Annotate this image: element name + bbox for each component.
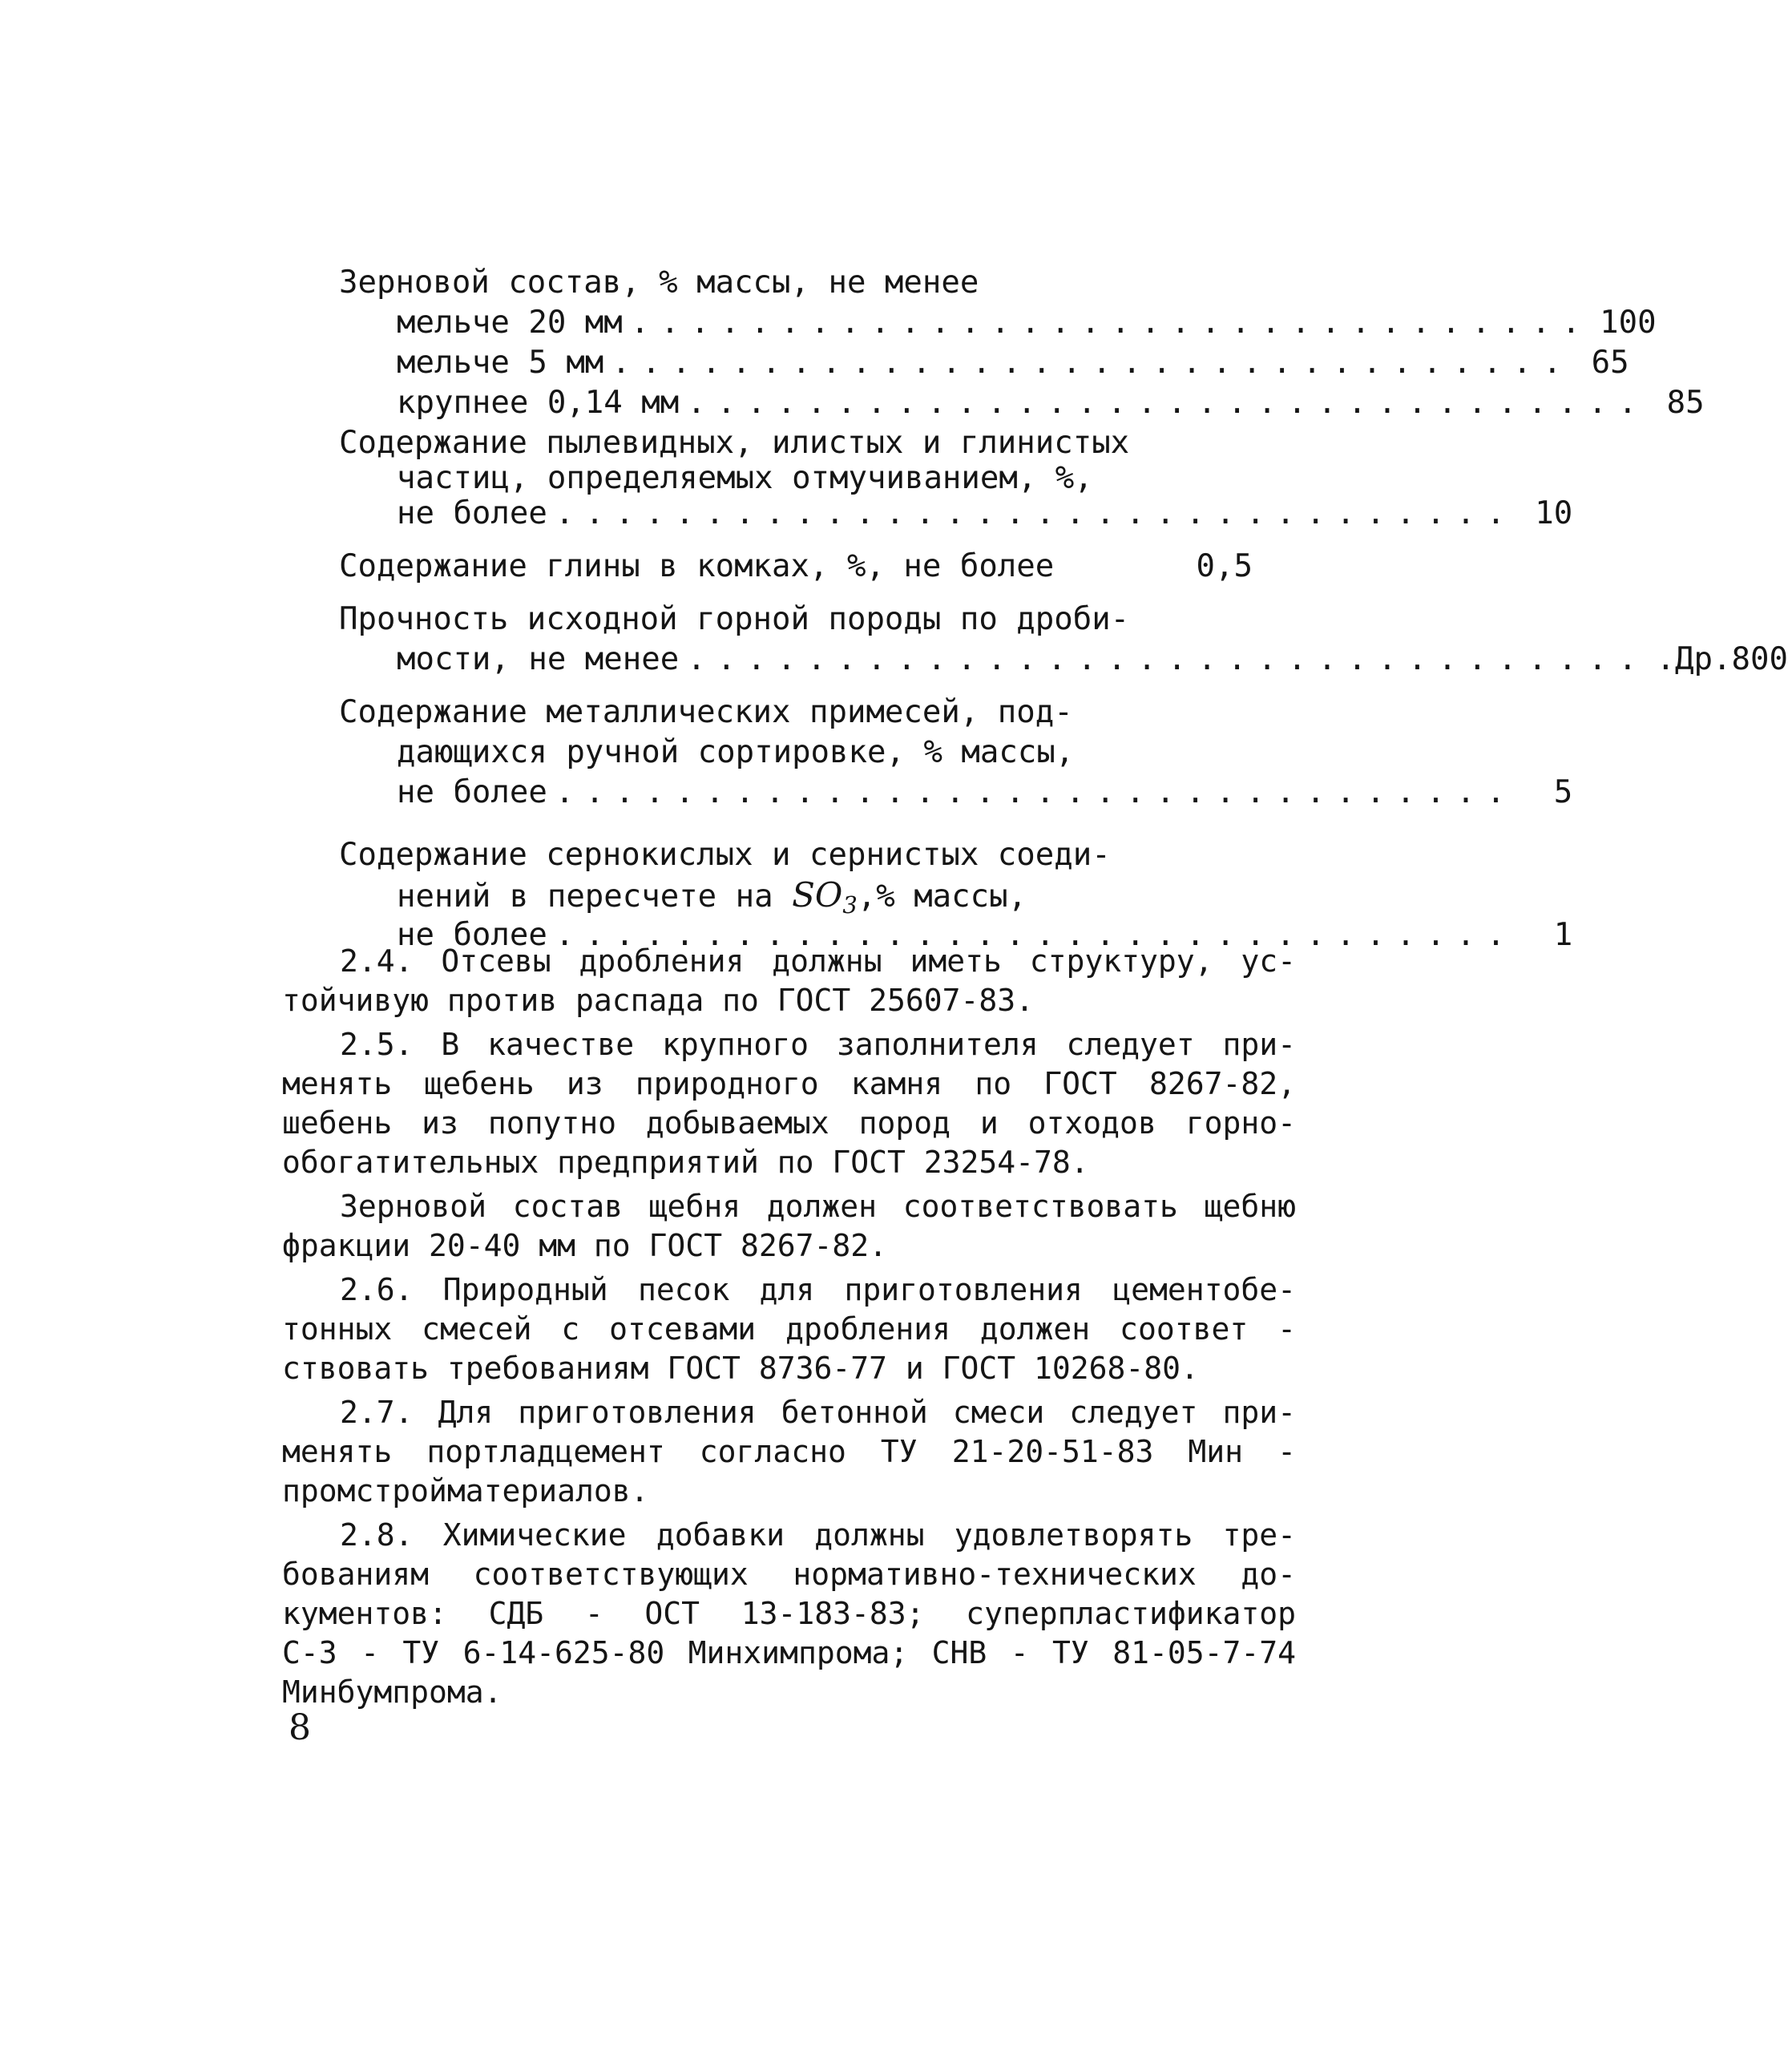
paragraph-line: обогатительных предприятий по ГОСТ 23254-78.	[282, 1145, 1089, 1180]
paragraph-2-7	[282, 1393, 1296, 1511]
paragraph-line: менять щебень из природного камня по ГОСТ 8267-82,	[282, 1066, 1296, 1101]
spec-row	[339, 303, 1657, 343]
paragraph-line: 2.8. Химические добавки должны удовлетворять тре-	[340, 1517, 1296, 1553]
metal-line-1: Содержание металлических примесей, под-	[339, 694, 1073, 730]
paragraph-line: менять портладцемент согласно ТУ 21-20-51-83 Мин -	[282, 1434, 1296, 1469]
chem-base: SO	[792, 875, 843, 915]
paragraph-2-4	[282, 942, 1296, 1020]
spec-row	[339, 383, 1705, 423]
page-number: 8	[289, 1707, 311, 1748]
paragraph-line: 2.4. Отсевы дробления должны иметь структуру, ус-	[340, 943, 1296, 979]
material-spec-list	[339, 263, 1788, 955]
dot-leader: ................................	[687, 385, 1649, 421]
paragraph-line: Зерновой состав щебня должен соответствовать щебню	[340, 1189, 1296, 1224]
chem-subscript: 3	[842, 891, 858, 919]
spec-value: .Др.800	[1656, 641, 1788, 677]
spec-value: 5	[1553, 774, 1573, 810]
paragraph-line: ствовать требованиям ГОСТ 8736-77 и ГОСТ 10268-80.	[282, 1351, 1199, 1386]
spec-value: 1	[1553, 917, 1573, 953]
paragraph-line: фракции 20-40 мм по ГОСТ 8267-82.	[282, 1228, 887, 1263]
paragraph-2-5	[282, 1025, 1296, 1182]
dot-leader: ................................	[555, 917, 1517, 953]
strength-line-1: Прочность исходной горной породы по дроби-	[339, 601, 1130, 637]
spec-value: 65	[1591, 345, 1629, 381]
dot-leader: ................................	[630, 305, 1592, 341]
paragraph-line: тойчивую против распада по ГОСТ 25607-83.	[282, 983, 1034, 1018]
spec-row	[339, 343, 1629, 383]
paragraph-line: кументов: СДБ - ОСТ 13-183-83; суперпластификатор	[282, 1596, 1296, 1631]
paragraph-line: С-3 - ТУ 6-14-625-80 Минхимпрома; СНВ - ТУ 81-05-7-74	[282, 1635, 1296, 1670]
paragraph-line: 2.6. Природный песок для приготовления цементобе-	[340, 1272, 1296, 1307]
dot-leader: ................................	[611, 345, 1573, 381]
sulfate-text-post: ,% массы,	[857, 878, 1027, 915]
paragraph-line: тонных смесей с отсевами дробления должен соответ -	[282, 1311, 1296, 1347]
paragraph-2-6	[282, 1270, 1296, 1388]
spec-row	[339, 773, 1573, 813]
spec-row	[339, 640, 1788, 680]
chemical-formula	[792, 875, 858, 919]
spec-label: мельче 20 мм	[397, 305, 623, 341]
dust-line-1: Содержание пылевидных, илистых и глинистых	[339, 425, 1130, 461]
spec-value: 85	[1666, 385, 1705, 421]
paragraph-line: 2.5. В качестве крупного заполнителя следует при-	[340, 1027, 1296, 1062]
paragraph-line: промстройматериалов.	[282, 1473, 649, 1509]
spec-label: мости, не менее	[397, 641, 680, 677]
sulfate-line-2	[339, 875, 1253, 919]
spec-label: не более	[397, 495, 547, 531]
grain-heading: Зерновой состав, % массы, не менее	[339, 265, 979, 301]
paragraph-2-8	[282, 1516, 1296, 1712]
spec-row	[339, 494, 1573, 534]
spec-row	[339, 547, 1253, 587]
paragraph-line: бованиям соответствующих нормативно-технических до-	[282, 1557, 1296, 1592]
paragraph-line: Минбумпрома.	[282, 1674, 502, 1710]
spec-label: не более	[397, 917, 547, 953]
spec-value: 100	[1600, 305, 1657, 341]
spec-value: 0,5	[1196, 548, 1253, 584]
dust-line-2: частиц, определяемых отмучиванием, %,	[397, 460, 1093, 496]
spec-label: Содержание глины в комках, %, не более	[339, 548, 1055, 584]
spec-label: крупнее 0,14 мм	[397, 385, 680, 421]
sulfate-text: нений в пересчете на	[397, 878, 793, 915]
paragraph-grain	[282, 1187, 1296, 1266]
spec-label: не более	[397, 774, 547, 810]
spec-value: 10	[1535, 495, 1573, 531]
dot-leader: ................................	[555, 774, 1517, 810]
document-body	[282, 942, 1296, 1717]
paragraph-line: шебень из попутно добываемых пород и отходов горно-	[282, 1105, 1296, 1141]
sulfate-line-1: Содержание сернокислых и сернистых соеди-	[339, 837, 1111, 873]
paragraph-line: 2.7. Для приготовления бетонной смеси следует при-	[340, 1395, 1296, 1430]
dot-leader: ................................	[555, 495, 1517, 531]
metal-line-2: дающихся ручной сортировке, % массы,	[397, 734, 1075, 770]
dot-leader: ................................	[687, 641, 1649, 677]
spec-label: мельче 5 мм	[397, 345, 604, 381]
